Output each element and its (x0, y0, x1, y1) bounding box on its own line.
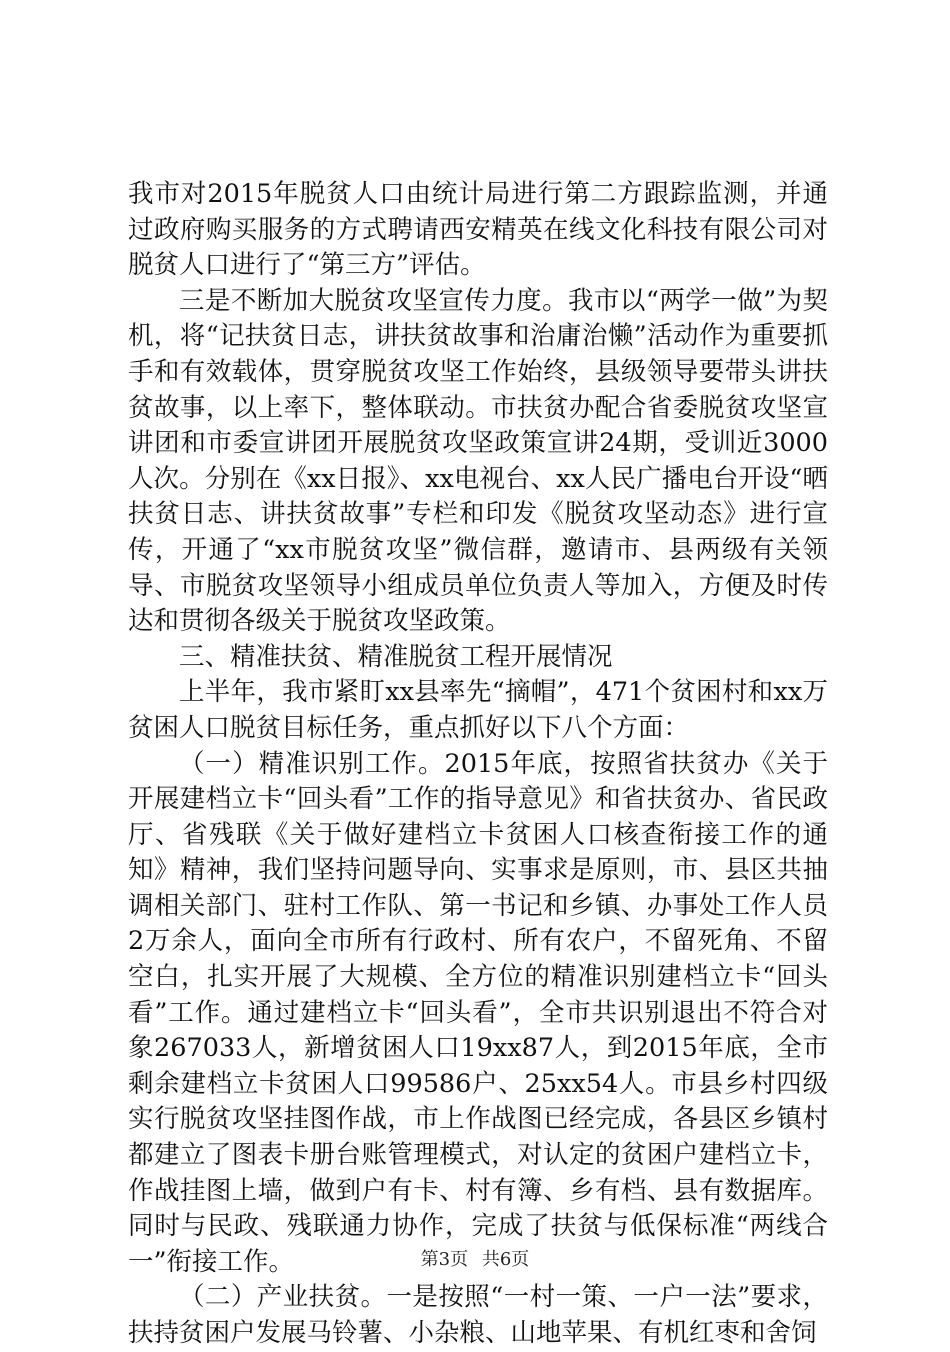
paragraph-identification: （一）精准识别工作。2015年底，按照省扶贫办《关于开展建档立卡“回头看”工作的指导意见》和省扶贫办、省民政厅、省残联《关于做好建档立卡贫困人口核查衔接工作的通知》精神，我们坚持问题导向、实事求是原则，市、县区共抽调相关部门、驻村工作队、第一书记和乡镇、办事处工作人员2万余人，面向全市所有行政村、所有农户，不留死角、不留空白，扎实开展了大规模、全方位的精准识别建档立卡“回头看”工作。通过建档立卡“回头看”，全市共识别退出不符合对象267033人，新增贫困人口19xx87人，到2015年底，全市剩余建档立卡贫困人口99586户、25xx54人。市县乡村四级实行脱贫攻坚挂图作战，市上作战图已经完成，各县区乡镇村都建立了图表卡册台账管理模式，对认定的贫困户建档立卡，作战挂图上墙，做到户有卡、村有簿、乡有档、县有数据库。同时与民政、残联通力协作，完成了扶贫与低保标准“两线合一”衔接工作。 (128, 748, 828, 1277)
paragraph-overview: 上半年，我市紧盯xx县率先“摘帽”，471个贫困村和xx万贫困人口脱贫目标任务，重点抓好以下八个方面： (128, 677, 828, 743)
paragraph-industry: （二）产业扶贫。一是按照“一村一策、一户一法”要求，扶持贫困户发展马铃薯、小杂粮、山地苹果、有机红枣和舍饲 (128, 1282, 828, 1348)
page-footer (0, 1248, 950, 1272)
page-number: 第3页 (420, 1249, 469, 1270)
paragraph-publicity: 三是不断加大脱贫攻坚宣传力度。我市以“两学一做”为契机，将“记扶贫日志，讲扶贫故事和治庸治懒”活动作为重要抓手和有效载体，贯穿脱贫攻坚工作始终，县级领导要带头讲扶贫故事，以上率下，整体联动。市扶贫办配合省委脱贫攻坚宣讲团和市委宣讲团开展脱贫攻坚政策宣讲24期，受训近3000人次。分别在《xx日报》、xx电视台、xx人民广播电台开设“晒扶贫日志、讲扶贫故事”专栏和印发《脱贫攻坚动态》进行宣传，开通了“xx市脱贫攻坚”微信群，邀请市、县两级有关领导、市脱贫攻坚领导小组成员单位负责人等加入，方便及时传达和贯彻各级关于脱贫攻坚政策。 (128, 285, 828, 637)
document-body (128, 177, 828, 1352)
paragraph-continuation: 我市对2015年脱贫人口由统计局进行第二方跟踪监测，并通过政府购买服务的方式聘请西安精英在线文化科技有限公司对脱贫人口进行了“第三方”评估。 (128, 179, 828, 281)
page-total: 共6页 (481, 1249, 530, 1270)
section-heading: 三、精准扶贫、精准脱贫工程开展情况 (179, 641, 613, 672)
